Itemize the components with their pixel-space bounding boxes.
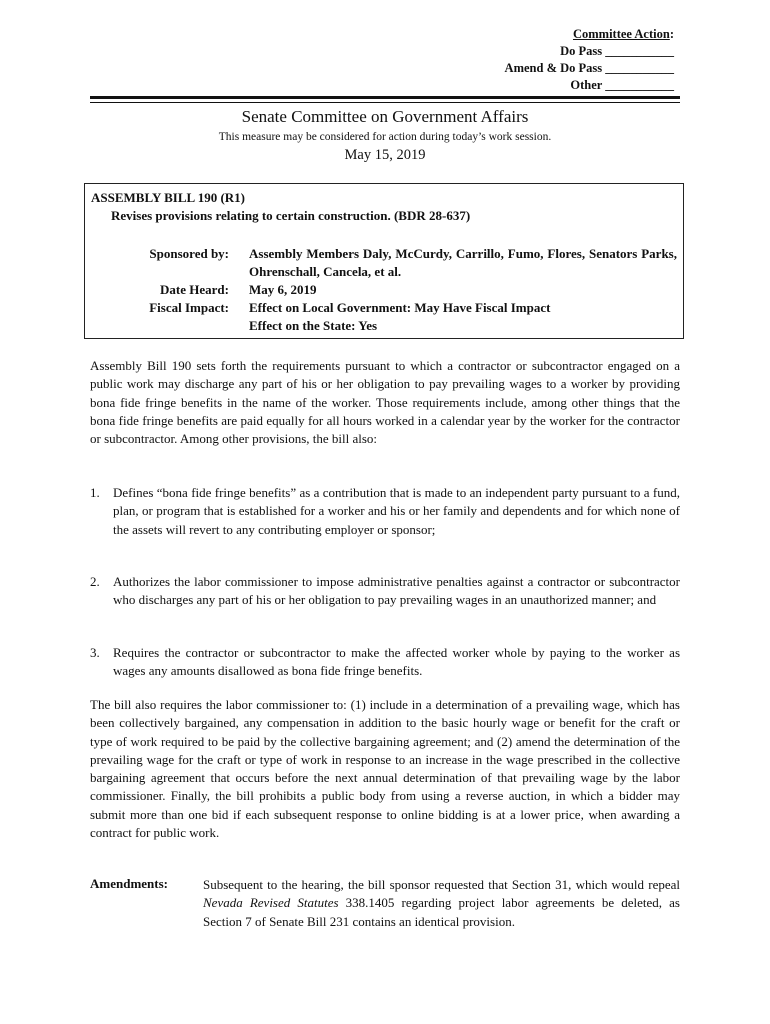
fiscal-impact-state: Effect on the State: Yes — [249, 318, 378, 333]
list-item-text: Requires the contractor or subcontractor to make the affected worker whole by paying to the worker as wages any amounts disallowed as bona fide fringe benefits. — [113, 645, 680, 679]
sponsored-by-value: Assembly Members Daly, McCurdy, Carrillo, Fumo, Flores, Senators Parks, Ohrenschall, Cancela, et al. — [249, 246, 677, 279]
header-divider-thick — [90, 96, 680, 99]
sponsored-by-label: Sponsored by: — [149, 246, 229, 261]
summary-paragraph-2: The bill also requires the labor commissioner to: (1) include in a determination of a prevailing wage, which has been collectively bargained, any compensation in addition to the basic hourly wage or benefit for the craft or type of work required to be paid by the collective bargaining agreement; and (2) amend the determination of the prevailing wage for the craft or type of work in response to an increase in the wage prescribed in the collective bargaining agreement that occurs before the next annual determination of that prevailing wage by the labor commissioner. Finally, the bill prohibits a public body from using a reverse auction, in which a bidder may submit more than one bid if each subsequent response to online bidding is at a lower price, when awarding a contract for public work. — [90, 697, 680, 841]
list-item — [90, 484, 680, 539]
other-line: Other ___________ — [570, 78, 674, 92]
do-pass-line: Do Pass ___________ — [560, 44, 674, 58]
committee-name: Senate Committee on Government Affairs — [241, 107, 529, 126]
bill-summary-box — [84, 183, 684, 339]
list-item — [90, 644, 680, 681]
date-heard-value: May 6, 2019 — [249, 282, 317, 297]
list-item-text: Authorizes the labor commissioner to impose administrative penalties against a contractor or subcontractor who discharges any part of his or her obligation to pay prevailing wages in an unauthorized manner; and — [113, 574, 680, 608]
amendments-text: Subsequent to the hearing, the bill sponsor requested that Section 31, which would repeal Nevada Revised Statutes 338.1405 regarding project labor agreements be deleted, as Section 7 of Senate Bill 231 contains an identical provision. — [203, 877, 680, 929]
list-item-number: 2. — [90, 574, 100, 589]
fiscal-impact-local: Effect on Local Government: May Have Fiscal Impact — [249, 300, 551, 315]
list-item-number: 1. — [90, 485, 100, 500]
bill-number: ASSEMBLY BILL 190 (R1) — [91, 190, 245, 205]
work-session-notice: This measure may be considered for action during today’s work session. — [218, 131, 552, 143]
committee-action-title: Committee Action: — [572, 27, 674, 41]
committee-action-block — [505, 26, 674, 94]
list-item-number: 3. — [90, 645, 100, 660]
statute-name: Nevada Revised Statutes — [203, 895, 339, 911]
header-divider-thin — [90, 102, 680, 103]
list-item — [90, 573, 680, 610]
list-item-text: Defines “bona fide fringe benefits” as a contribution that is made to an independent party pursuant to a fund, plan, or program that is established for a worker and his or her family and dependents and for which none of the assets will revert to any contributing employer or sponsor; — [113, 485, 680, 537]
amend-do-pass-line: Amend & Do Pass ___________ — [504, 61, 674, 75]
bill-description: Revises provisions relating to certain construction. (BDR 28-637) — [111, 208, 471, 223]
summary-intro: Assembly Bill 190 sets forth the requirements pursuant to which a contractor or subcontractor engaged on a public work may discharge any part of his or her obligation to pay prevailing wages to a worker by providing bona fide fringe benefits in the name of the worker. Those requirements include, among other things that the bona fide fringe benefits are paid equally for all hours worked in a calendar year by the worker for the contractor or subcontractor. Among other provisions, the bill also: — [90, 358, 680, 447]
date-heard-label: Date Heard: — [160, 282, 229, 297]
session-date: May 15, 2019 — [344, 147, 426, 163]
fiscal-impact-label: Fiscal Impact: — [149, 300, 229, 315]
amendments-label: Amendments: — [90, 876, 168, 891]
